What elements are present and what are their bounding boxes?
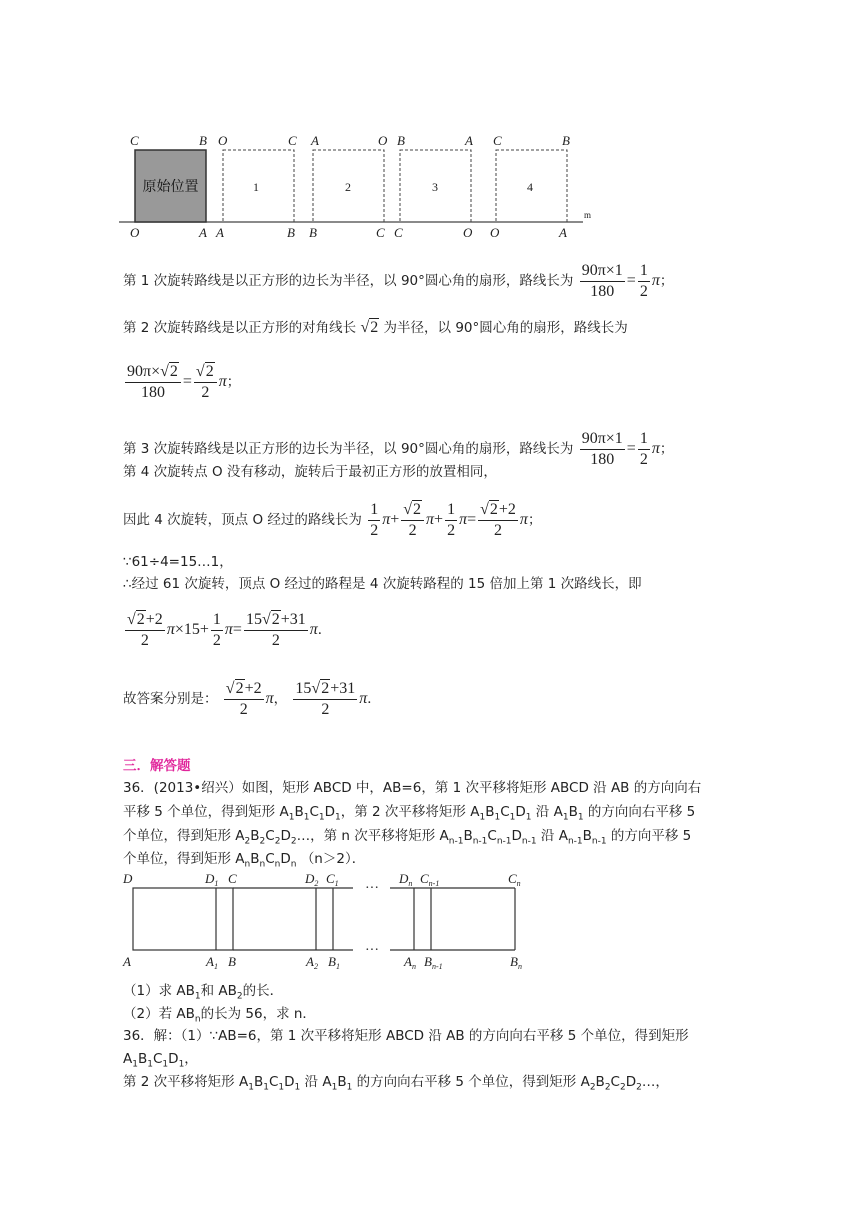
square-number: 2: [345, 180, 351, 194]
vertex-label-top: A: [311, 133, 319, 148]
translation-figure: [118, 870, 538, 975]
rotation-figure: [115, 125, 595, 245]
vertex-label-bottom: A: [216, 225, 224, 240]
vertex-label-bottom: O: [490, 225, 500, 240]
vertex-label-bottom: A: [559, 225, 567, 240]
ellipsis-top: ···: [365, 881, 379, 896]
vertex-label-bottom: C: [394, 225, 403, 240]
solution-line-5: 第 4 次旋转点 O 没有移动，旋转后于最初正方形的放置相同，: [123, 464, 497, 480]
square-number: 3: [432, 180, 438, 194]
vertex-label-bottom: C: [376, 225, 385, 240]
vertex-label-top: B: [562, 133, 570, 148]
vertex-label-top: B: [397, 133, 405, 148]
q36-solution-1: 36．解：（1）∵AB=6，第 1 次平移将矩形 ABCD 沿 AB 的方向向右平移 5 个单位，得到矩形: [123, 1028, 689, 1044]
q36-line-3: 个单位，得到矩形 $A_2B_2C_2D_2\dots$，第 n 次平移将矩形 $A_{n-1}B_{n-1}C_{n-1}D_{n-1}$ 沿 $A_{n-1}B_{n-1}$ 的方向平移 5: [123, 828, 692, 847]
solution-line-1: 第 1 次旋转路线是以正方形的边长为半径，以 90°圆心角的扇形，路线长为 $\frac{90\pi\times 1}{180}$ = $\frac{1}{2}$ π；: [123, 262, 674, 300]
vertex-label-bottom: O: [130, 225, 140, 240]
solution-line-6: 因此 4 次旋转，顶点 O 经过的路线长为 $\frac{1}{2}$ π+ $\frac{√2}{2}$ π+ $\frac{1}{2}$ π= $\frac{√2+2}{2}$ π；: [123, 501, 542, 539]
answer-line: 故答案分别是： $\frac{√2+2}{2}$ π， $\frac{15√2+31}{2}$ π．: [123, 680, 381, 718]
vertex-label-top: C: [288, 133, 297, 148]
vertex-label-top: C: [228, 871, 237, 886]
vertex-label-top: $D_2$: [305, 871, 319, 888]
q36-solution-3: 第 2 次平移将矩形 $A_1B_1C_1D_1$ 沿 $A_1B_1$ 的方向向右平移 5 个单位，得到矩形 $A_2B_2C_2D_2\dots$，: [123, 1074, 669, 1093]
vertex-label-top: B: [199, 133, 207, 148]
rect-abcd: [133, 888, 233, 950]
square-number: 4: [527, 180, 533, 194]
vertex-label-top: D: [123, 871, 133, 886]
vertex-label-top: $D_n$: [399, 871, 413, 888]
q36-solution-2: $A_1B_1C_1D_1$，: [123, 1051, 198, 1070]
ellipsis-bottom: ···: [365, 943, 379, 958]
solution-line-2: 第 2 次旋转路线是以正方形的对角线长 √2 为半径，以 90°圆心角的扇形，路线长为: [123, 319, 628, 336]
solution-line-7: ∵61÷4=15…1，: [123, 554, 233, 570]
vertex-label-top: $C_{n-1}$: [420, 871, 440, 888]
q36-line-4: 个单位，得到矩形 $A_nB_nC_nD_n$ （n＞2）．: [123, 851, 366, 870]
line-label-m: m: [584, 210, 592, 220]
vertex-label-top: $C_1$: [326, 871, 339, 888]
vertex-label-bottom: $B_1$: [328, 954, 340, 971]
vertex-label-bottom: B: [287, 225, 295, 240]
vertex-label-bottom: $B_{n-1}$: [424, 954, 443, 971]
q36-line-2: 平移 5 个单位，得到矩形 $A_1B_1C_1D_1$，第 2 次平移将矩形 $A_1B_1C_1D_1$ 沿 $A_1B_1$ 的方向向右平移 5: [123, 804, 696, 823]
square-number: 1: [253, 180, 259, 194]
vertex-label-bottom: $A_n$: [404, 954, 416, 971]
vertex-label-bottom: $B_n$: [510, 954, 522, 971]
vertex-label-bottom: A: [199, 225, 207, 240]
q36-part-1: （1）求 $AB_1$和 $AB_2$的长．: [123, 983, 284, 1002]
vertex-label-bottom: O: [463, 225, 473, 240]
vertex-label-top: $D_1$: [205, 871, 219, 888]
section-title: 三．解答题: [123, 758, 191, 774]
solution-line-8: ∴经过 61 次旋转，顶点 O 经过的路程是 4 次旋转路程的 15 倍加上第 1 次路线长，即: [123, 576, 642, 592]
q36-line-1: 36．(2013•绍兴）如图，矩形 ABCD 中，AB=6，第 1 次平移将矩形 ABCD 沿 AB 的方向向右: [123, 780, 702, 796]
vertex-label-bottom: $A_2$: [306, 954, 318, 971]
vertex-label-top: C: [130, 133, 139, 148]
vertex-label-top: O: [378, 133, 388, 148]
q36-part-2: （2）若 $AB_n$的长为 56，求 n．: [123, 1006, 316, 1025]
solution-line-3: $\frac{90\pi\times√2}{180}$ = $\frac{√2}{2}$ π；: [127, 363, 241, 401]
solution-line-4: 第 3 次旋转路线是以正方形的边长为半径，以 90°圆心角的扇形，路线长为 $\frac{90\pi\times 1}{180}$ = $\frac{1}{2}$ π；: [123, 430, 674, 468]
vertex-label-bottom: A: [123, 954, 131, 969]
vertex-label-top: C: [493, 133, 502, 148]
solution-line-9: $\frac{√2+2}{2}$ π×15+ $\frac{1}{2}$ π= $\frac{15√2+31}{2}$ π．: [127, 611, 332, 649]
vertex-label-top: O: [218, 133, 228, 148]
original-label: 原始位置: [142, 179, 199, 195]
vertex-label-top: A: [465, 133, 473, 148]
vertex-label-bottom: B: [228, 954, 236, 969]
vertex-label-top: $C_n$: [508, 871, 521, 888]
vertex-label-bottom: $A_1$: [206, 954, 218, 971]
vertex-label-bottom: B: [309, 225, 317, 240]
